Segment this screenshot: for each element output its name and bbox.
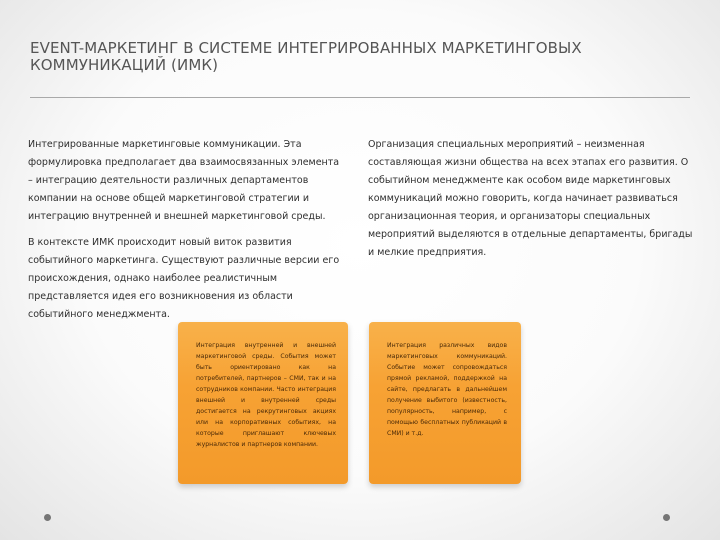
left-paragraph-1: Интегрированные маркетинговые коммуникации. Эта формулировка предполагает два взаимосвязанных элемента – интеграцию деятельности различных департаментов компании на основе общей маркетинговой стратегии и интеграцию внутренней и внешней маркетинговой среды. [28, 139, 340, 222]
title-divider [30, 97, 690, 98]
right-paragraph-1: Организация специальных мероприятий – неизменная составляющая жизни общества на всех этапах его развития. О событийном менеджменте как особом виде маркетинговых коммуникаций можно говорить, когда начинает развиваться организационная теория, и организаторы специальных мероприятий выделяются в отдельные департаменты, бригады и мелкие предприятия. [368, 139, 693, 258]
slide-title [30, 40, 670, 74]
left-text-column [28, 136, 346, 332]
internal-external-integration-text: Интеграция внутренней и внешней маркетинговой среды. События может быть ориентировано как на потребителей, партнеров – СМИ, так и на сотрудников компании. Часто интеграция внешней и внутренней среды достигается на рекрутинговых акциях или на корпоративных событиях, на которые приглашают ключевых журналистов и партнеров компании. [196, 342, 336, 448]
bullet-dot-right-icon [663, 514, 670, 521]
slide-title-line-1: EVENT-МАРКЕТИНГ В СИСТЕМЕ ИНТЕГРИРОВАННЫХ МАРКЕТИНГОВЫХ [30, 39, 582, 57]
left-paragraph-2: В контексте ИМК происходит новый виток развития событийного маркетинга. Существуют различные версии его происхождения, однако наиболее реалистичным представляется идея его возникновения из области событийного менеджмента. [28, 237, 340, 320]
communications-integration-card [369, 322, 521, 484]
internal-external-integration-card [178, 322, 348, 484]
right-text-column [368, 136, 693, 270]
bullet-dot-left-icon [44, 514, 51, 521]
slide-title-line-2: КОММУНИКАЦИЙ (ИМК) [30, 56, 219, 74]
communications-integration-text: Интеграция различных видов маркетинговых коммуникаций. Событие может сопровождаться прямой рекламой, поддержкой на сайте, предлагать в дальнейшем получение выбитого (известность, популярность, например, с помощью бесплатных публикаций в СМИ) и т.д. [387, 342, 507, 437]
